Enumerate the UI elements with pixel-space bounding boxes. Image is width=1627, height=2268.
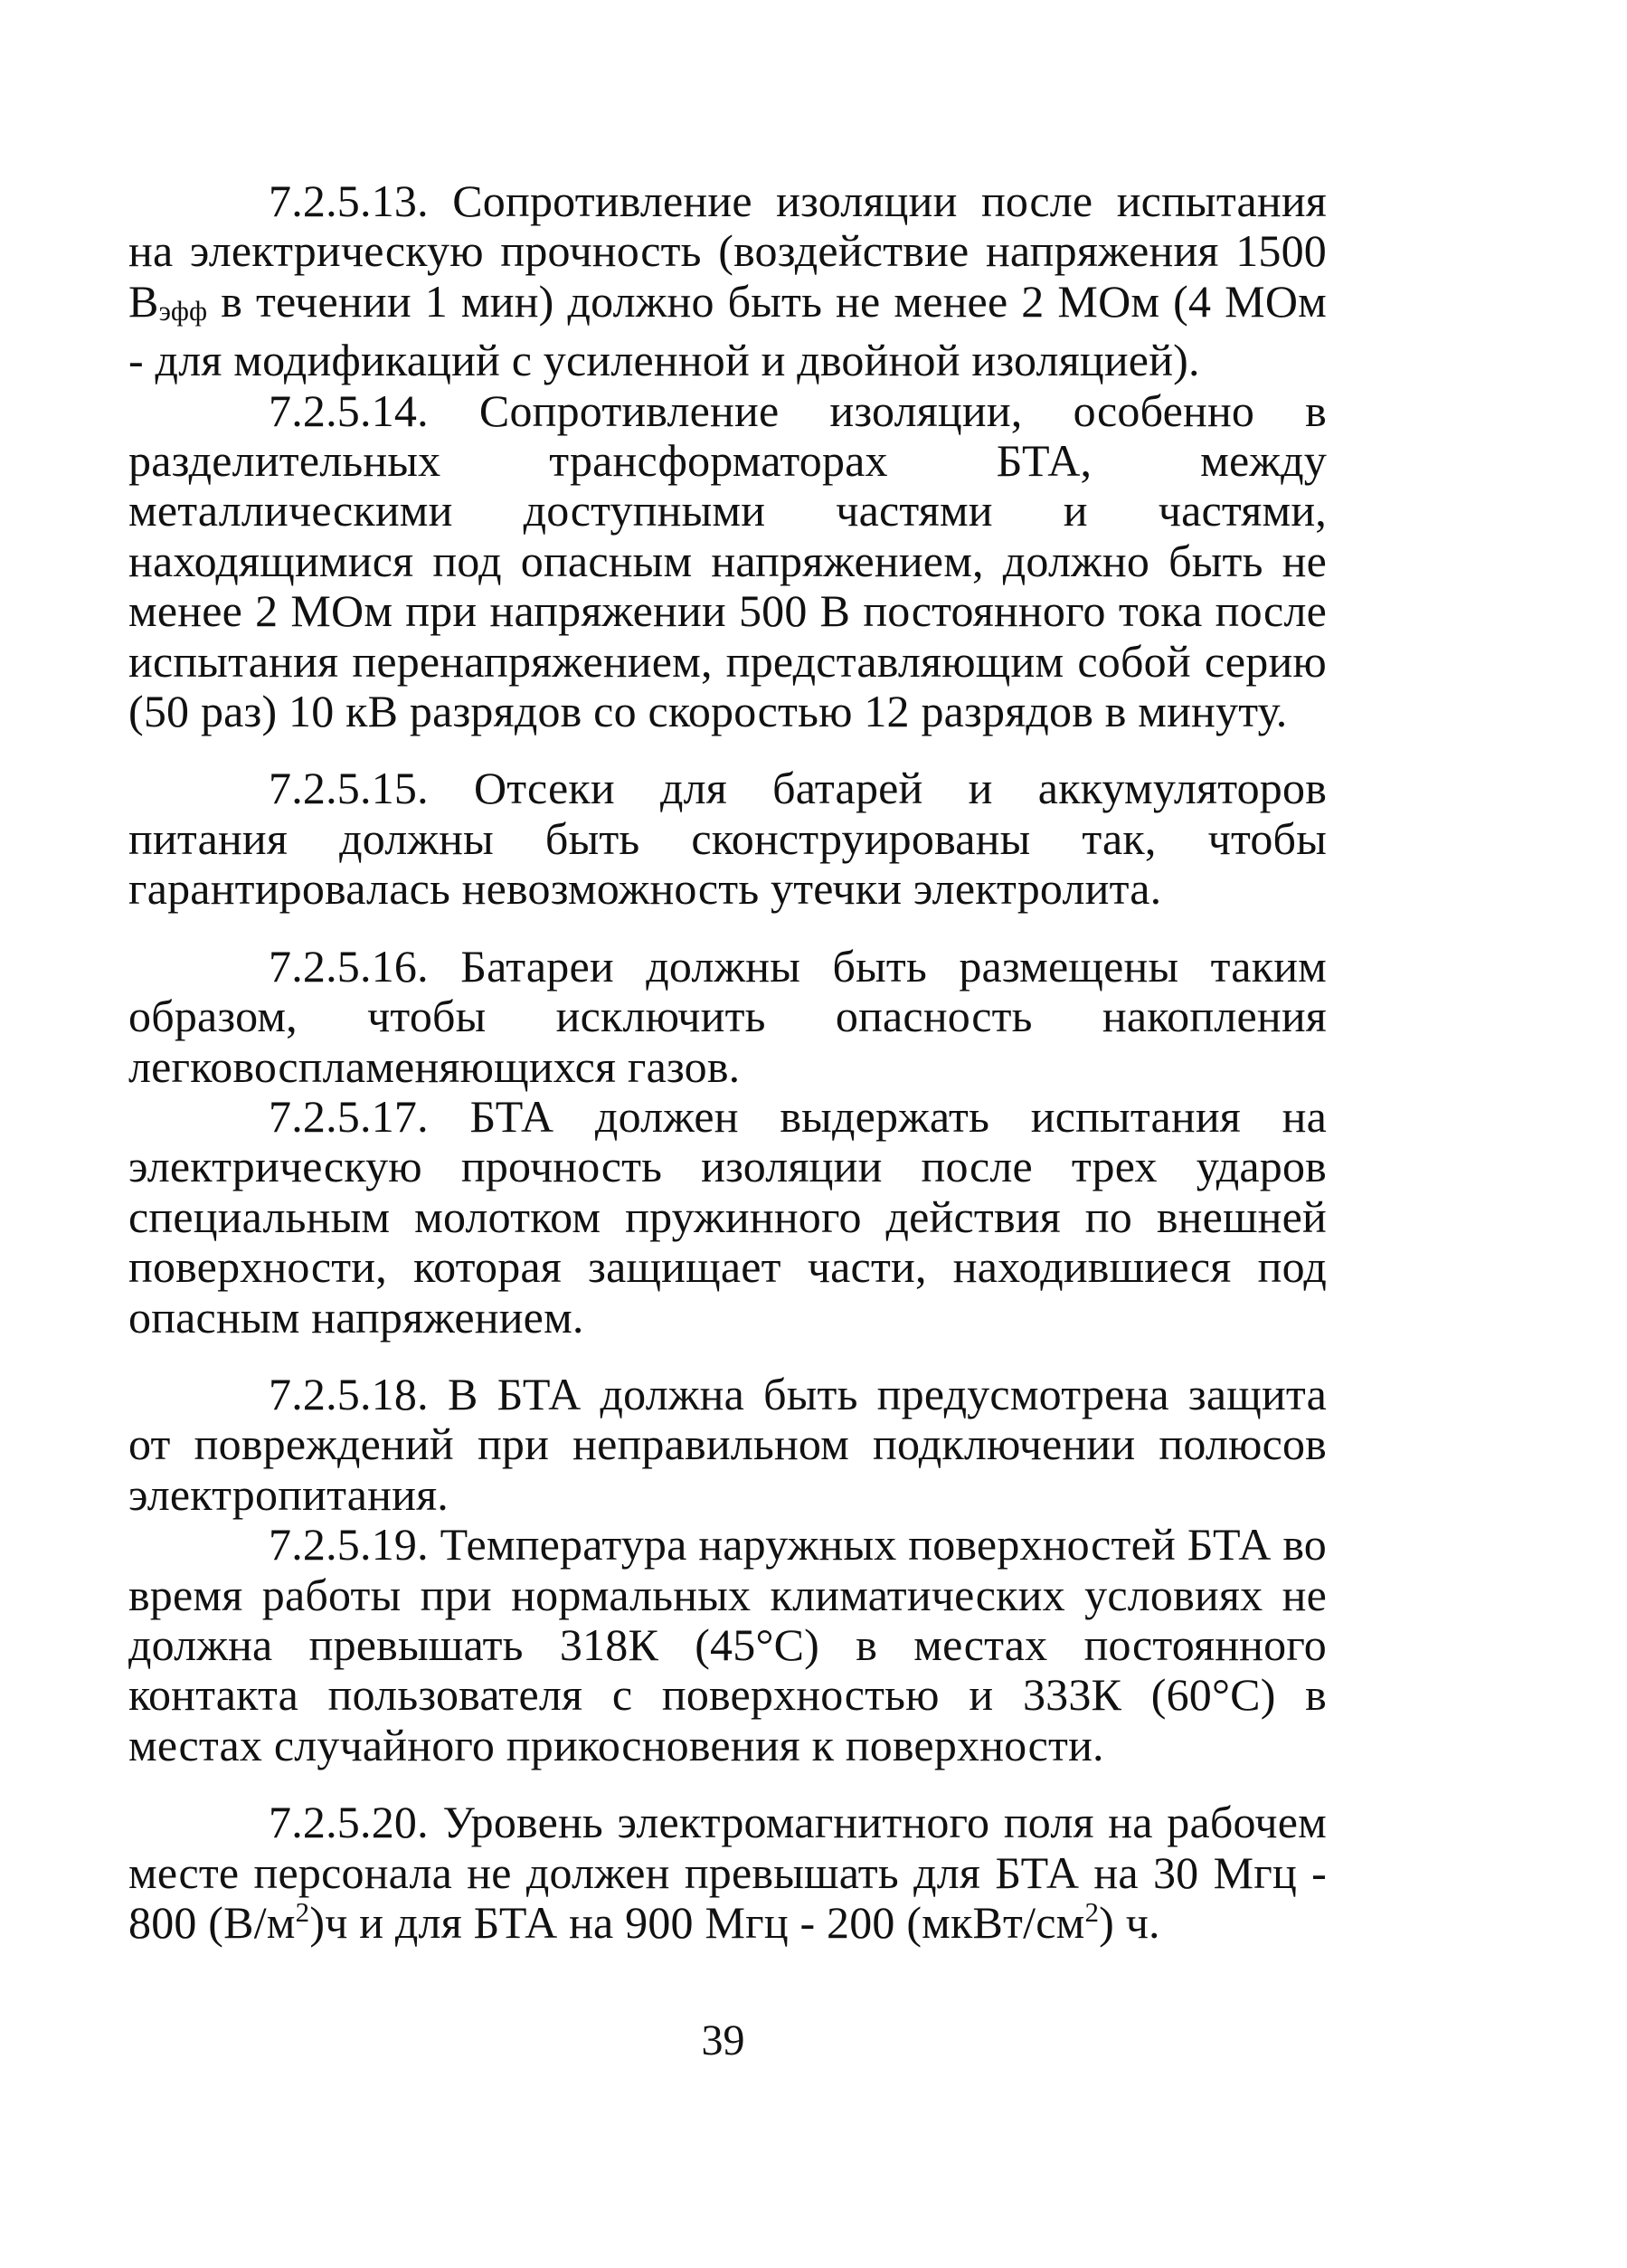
clause-text: Температура наружных поверхностей БТА во время работы при нормальных климатических условиях не должна превышать 318К (45°С) в местах постоянного контакта пользователя с поверхностью и 333К (60°С) в местах случайного прикосновения к поверхности. (128, 1519, 1327, 1770)
paragraph-7-2-5-18 (128, 1370, 1327, 1520)
paragraph-7-2-5-19 (128, 1520, 1327, 1770)
clause-number: 7.2.5.18. (269, 1368, 429, 1419)
clause-text: В БТА должна быть предусмотрена защита от повреждений при неправильном подключении полюсов электропитания. (128, 1368, 1327, 1520)
superscript-squared: 2 (1084, 1896, 1100, 1928)
clause-number: 7.2.5.13. (269, 176, 429, 226)
clause-text: Сопротивление изоляции, особенно в разделительных трансформаторах БТА, между металлическими доступными частями и частями, находящимися под опасным напряжением, должно быть не менее 2 МОм при напряжении 500 В постоянного тока после испытания перенапряжением, представляющим собой серию (50 раз) 10 кВ разрядов со скоростью 12 разрядов в минуту. (128, 384, 1327, 737)
clause-text: Уровень электромагнитного поля на рабочем месте персонала не должен превышать для БТА на 30 Мгц - 800 (В/м (128, 1797, 1327, 1948)
paragraph-7-2-5-14 (128, 386, 1327, 737)
paragraph-7-2-5-20 (128, 1798, 1327, 1948)
clause-number: 7.2.5.14. (269, 384, 429, 436)
paragraph-7-2-5-13 (128, 176, 1327, 386)
clause-text: Отсеки для батарей и аккумуляторов питания должны быть сконструированы так, чтобы гарантировалась невозможность утечки электролита. (128, 763, 1328, 915)
clause-number: 7.2.5.19. (269, 1519, 429, 1571)
clause-text: )ч и для БТА на 900 Мгц - 200 (мкВт/см (309, 1897, 1085, 1948)
clause-text: БТА должен выдержать испытания на электрическую прочность изоляции после трех ударов специальным молотком пружинного действия по внешней поверхности, которая защищает части, находившиеся под опасным напряжением. (128, 1090, 1327, 1343)
clause-text: в течении 1 мин) должно быть не менее 2 МОм (4 МОм - для модификаций с усиленной и двойной изоляцией). (128, 275, 1327, 386)
paragraph-7-2-5-17 (128, 1092, 1327, 1343)
clause-number: 7.2.5.16. (269, 940, 429, 992)
page-number: 39 (701, 2017, 745, 2064)
clause-number: 7.2.5.17. (269, 1090, 429, 1142)
clause-number: 7.2.5.15. (269, 763, 429, 814)
paragraph-7-2-5-16 (128, 942, 1327, 1092)
clause-text: Батареи должны быть размещены таким образом, чтобы исключить опасность накопления легковоспламеняющихся газов. (128, 940, 1327, 1092)
document-page (128, 176, 1327, 1948)
superscript-squared: 2 (295, 1896, 310, 1928)
subscript-eff: эфф (158, 294, 208, 327)
paragraph-7-2-5-15 (128, 764, 1327, 914)
clause-text: Сопротивление изоляции после испытания на электрическую прочность (воздействие напряжения 1500 В (128, 176, 1327, 327)
clause-text: ) ч. (1099, 1897, 1160, 1948)
clause-number: 7.2.5.20. (269, 1797, 429, 1848)
